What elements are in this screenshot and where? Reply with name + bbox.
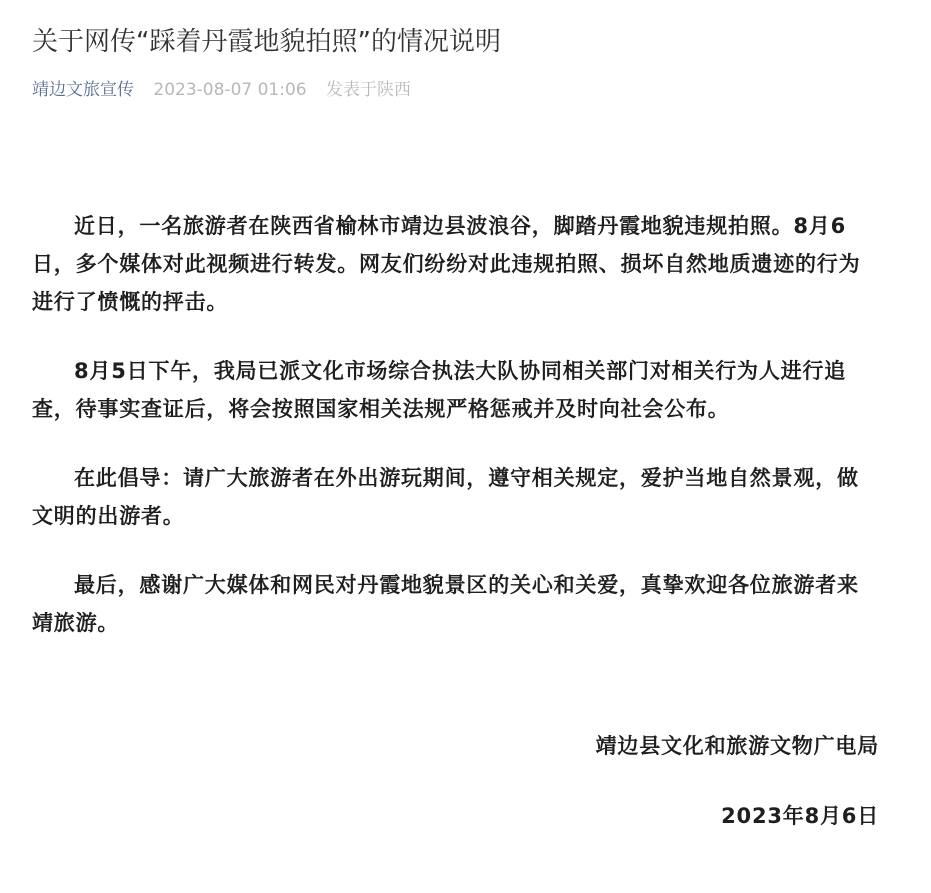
paragraph-1: 近日，一名旅游者在陕西省榆林市靖边县波浪谷，脚踏丹霞地貌违规拍照。8月6日，多个媒体对此视频进行转发。网友们纷纷对此违规拍照、损坏自然地质遗迹的行为进行了愤慨的抨击。	[32, 214, 861, 314]
article-body	[32, 207, 880, 642]
paragraph-4: 最后，感谢广大媒体和网民对丹霞地貌景区的关心和关爱，真挚欢迎各位旅游者来靖旅游。	[32, 573, 859, 635]
signature-date: 2023年8月6日	[721, 804, 879, 828]
publish-location: 发表于陕西	[326, 80, 412, 100]
article-title: 关于网传“踩着丹霞地貌拍照”的情况说明	[32, 27, 501, 57]
article-meta	[32, 78, 411, 102]
publish-time: 2023-08-07 01:06	[153, 80, 307, 100]
paragraph-3: 在此倡导：请广大旅游者在外出游玩期间，遵守相关规定，爱护当地自然景观，做文明的出游者。	[32, 466, 859, 528]
signature-organization: 靖边县文化和旅游文物广电局	[595, 734, 879, 758]
paragraph-2: 8月5日下午，我局已派文化市场综合执法大队协同相关部门对相关行为人进行追查，待事实查证后，将会按照国家相关法规严格惩戒并及时向社会公布。	[32, 359, 847, 421]
account-name-link[interactable]: 靖边文旅宣传	[32, 80, 134, 100]
